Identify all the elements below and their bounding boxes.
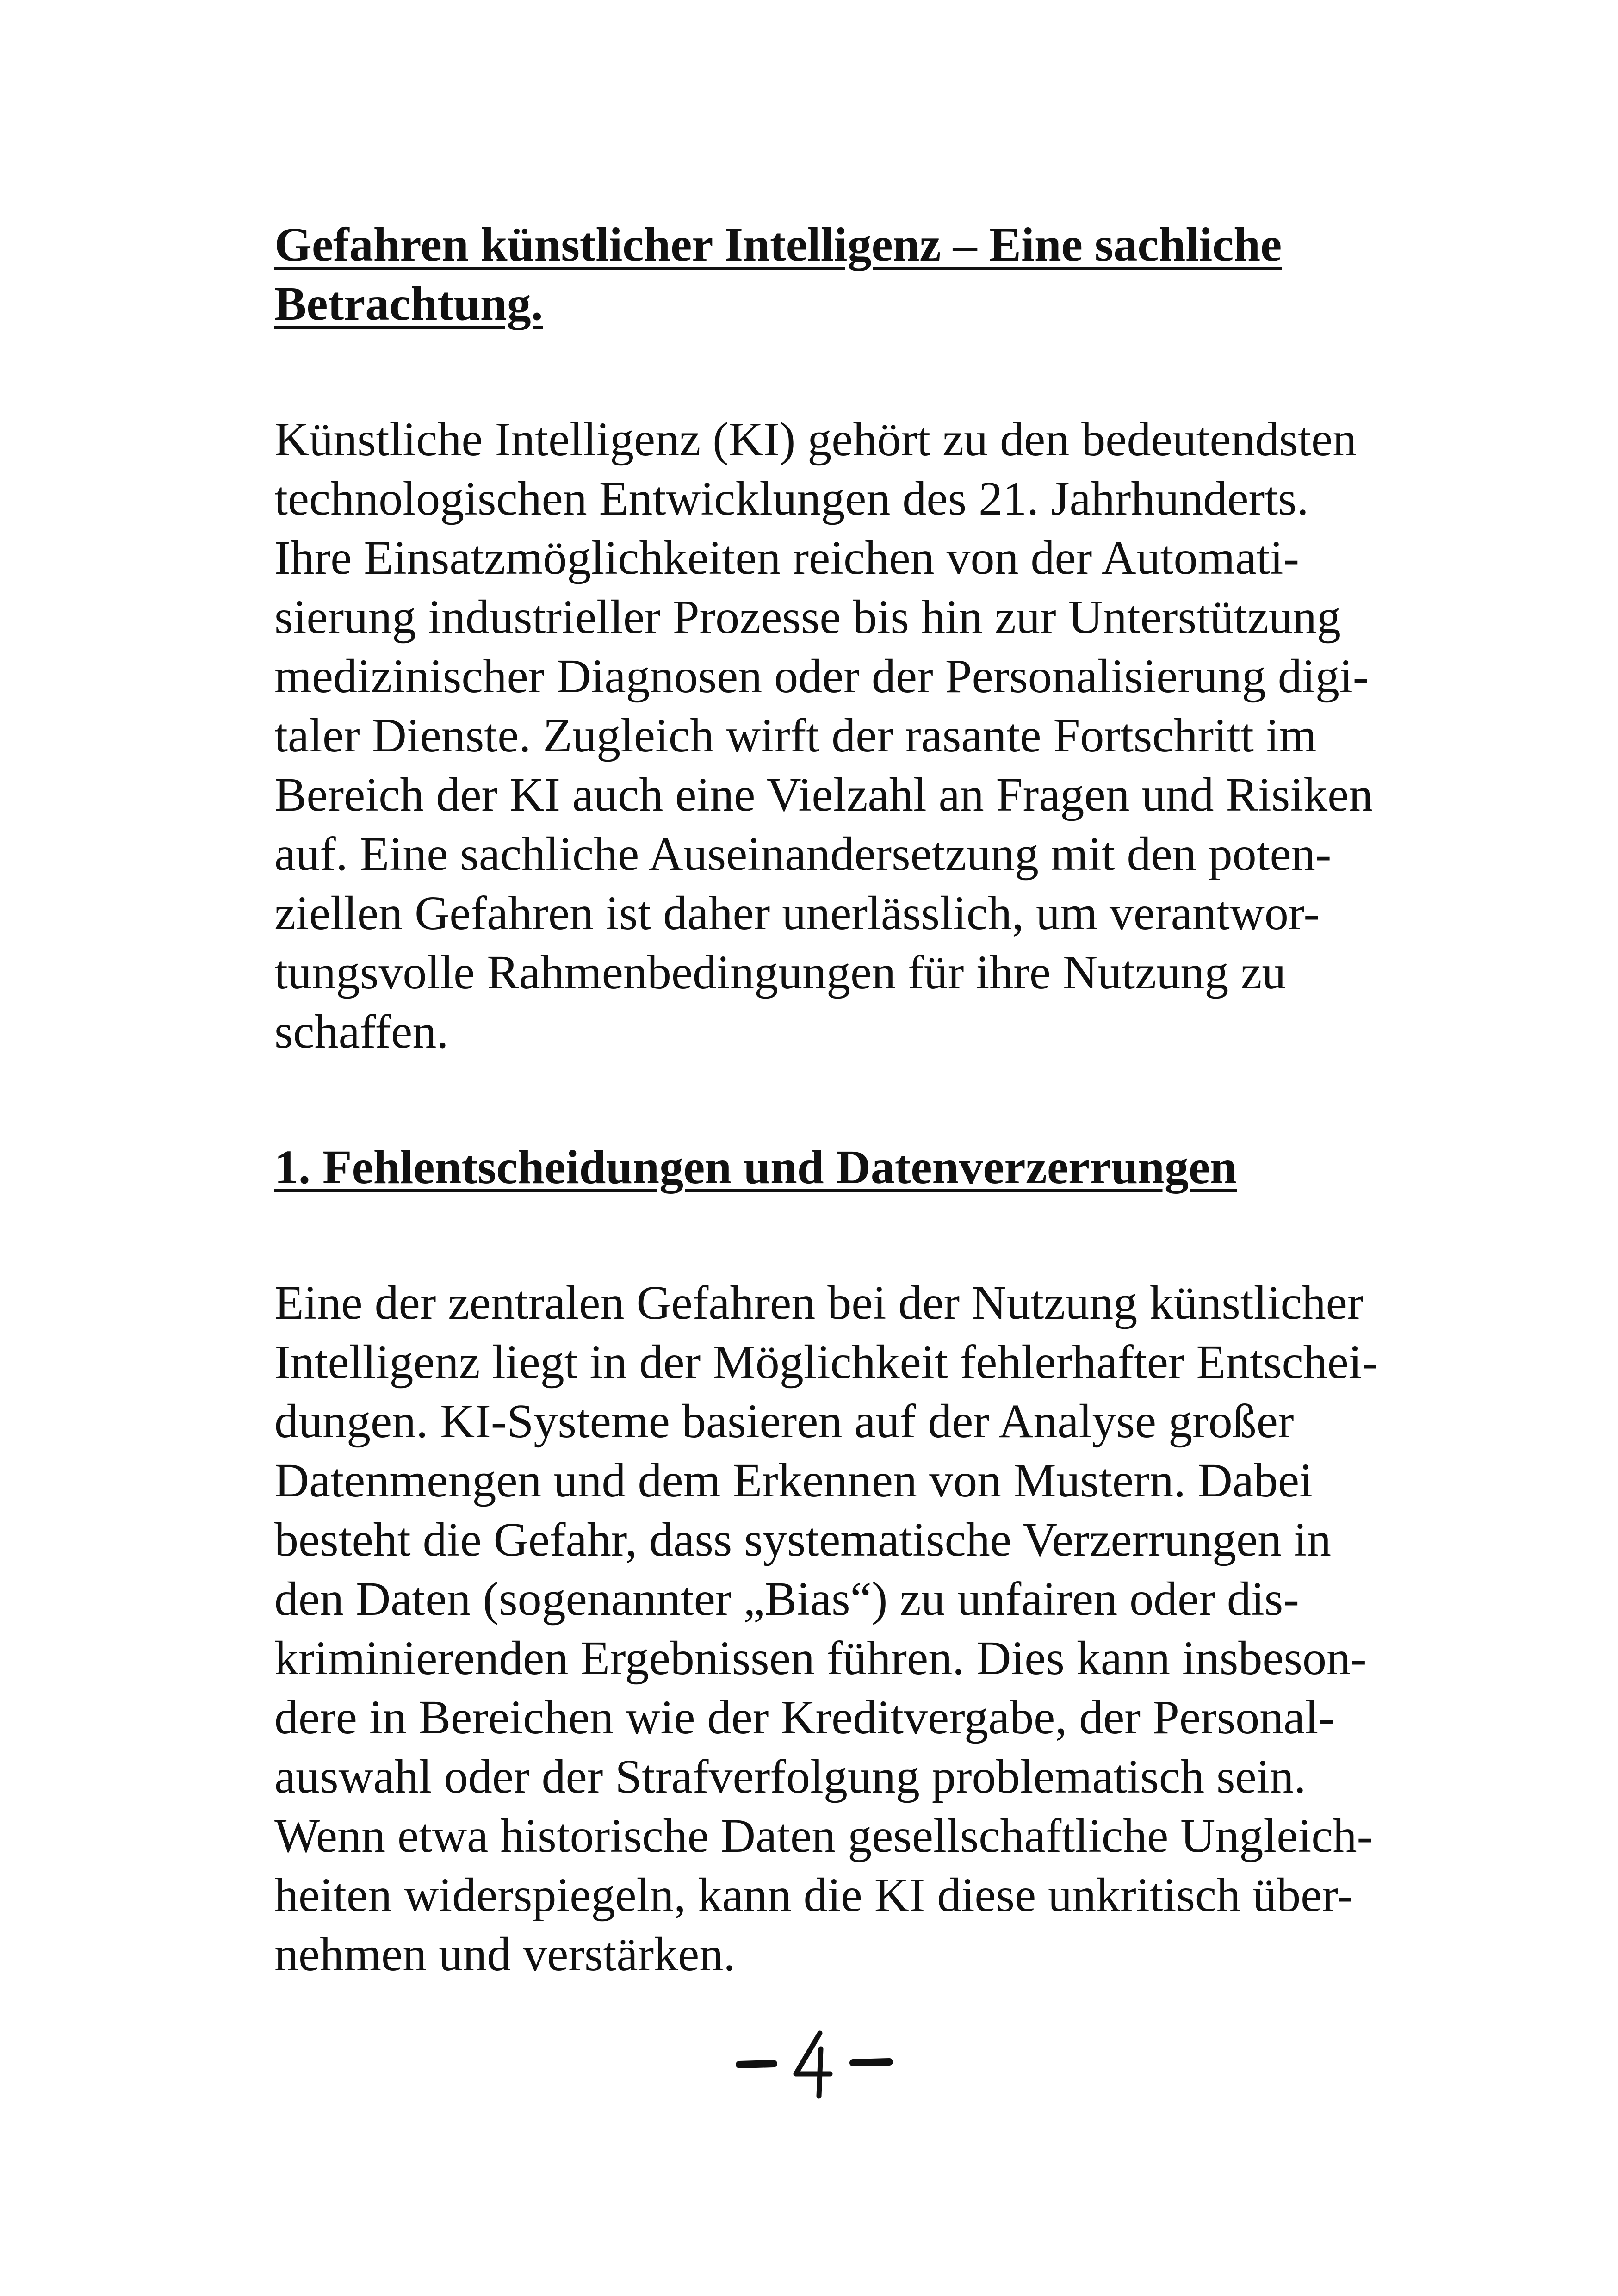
paragraph-line: dere in Bereichen wie der Kreditvergabe, der Personal- [274,1691,1334,1744]
paragraph-line: medizinischer Diagnosen oder der Personalisierung digi- [274,650,1369,703]
paragraph-line: Ihre Einsatzmöglichkeiten reichen von der Automati- [274,531,1300,584]
paragraph-line: den Daten (sogenannter „Bias“) zu unfairen oder dis- [274,1572,1299,1626]
section-heading-text: 1. Fehlentscheidungen und Datenverzerrungen [274,1141,1237,1194]
title-line: Betrachtung. [274,277,543,330]
paragraph-line: sierung industrieller Prozesse bis hin zur Unterstützung [274,590,1341,644]
paragraph-line: nehmen und verstärken. [274,1928,736,1981]
paragraph-line: Künstliche Intelligenz (KI) gehört zu den bedeutendsten [274,413,1357,466]
paragraph-line: Intelligenz liegt in der Möglichkeit fehlerhafter Entschei- [274,1335,1378,1389]
paragraph-line: Datenmengen und dem Erkennen von Mustern. Dabei [274,1454,1313,1507]
section-heading [274,1138,1352,1197]
paragraph-line: besteht die Gefahr, dass systematische Verzerrungen in [274,1513,1332,1566]
paragraph-line: Eine der zentralen Gefahren bei der Nutzung künstlicher [274,1276,1364,1329]
paragraph-line: ziellen Gefahren ist daher unerlässlich, um verantwor- [274,887,1320,940]
section-paragraph [274,1273,1378,1984]
paragraph-line: schaffen. [274,1005,449,1058]
page-content [274,215,1378,1984]
paragraph-line: tungsvolle Rahmenbedingungen für ihre Nutzung zu [274,946,1286,999]
paragraph-line: Bereich der KI auch eine Vielzahl an Fragen und Risiken [274,768,1373,821]
paragraph-line: technologischen Entwicklungen des 21. Jahrhunderts. [274,472,1309,525]
paragraph-line: auf. Eine sachliche Auseinandersetzung mit den poten- [274,827,1332,881]
paragraph-line: Wenn etwa historische Daten gesellschaftliche Ungleich- [274,1809,1373,1862]
page-number [731,2027,898,2101]
paragraph-line: taler Dienste. Zugleich wirft der rasante Fortschritt im [274,709,1317,762]
paragraph-line: auswahl oder der Strafverfolgung problematisch sein. [274,1750,1306,1803]
document-title [274,215,1352,334]
page-number-drawing [731,2027,898,2101]
intro-paragraph [274,410,1373,1061]
paragraph-line: kriminierenden Ergebnissen führen. Dies kann insbeson- [274,1632,1367,1685]
paragraph-line: dungen. KI-Systeme basieren auf der Analyse großer [274,1395,1294,1448]
paragraph-line: heiten widerspiegeln, kann die KI diese unkritisch über- [274,1868,1353,1922]
title-line: Gefahren künstlicher Intelligenz – Eine sachliche [274,218,1282,271]
